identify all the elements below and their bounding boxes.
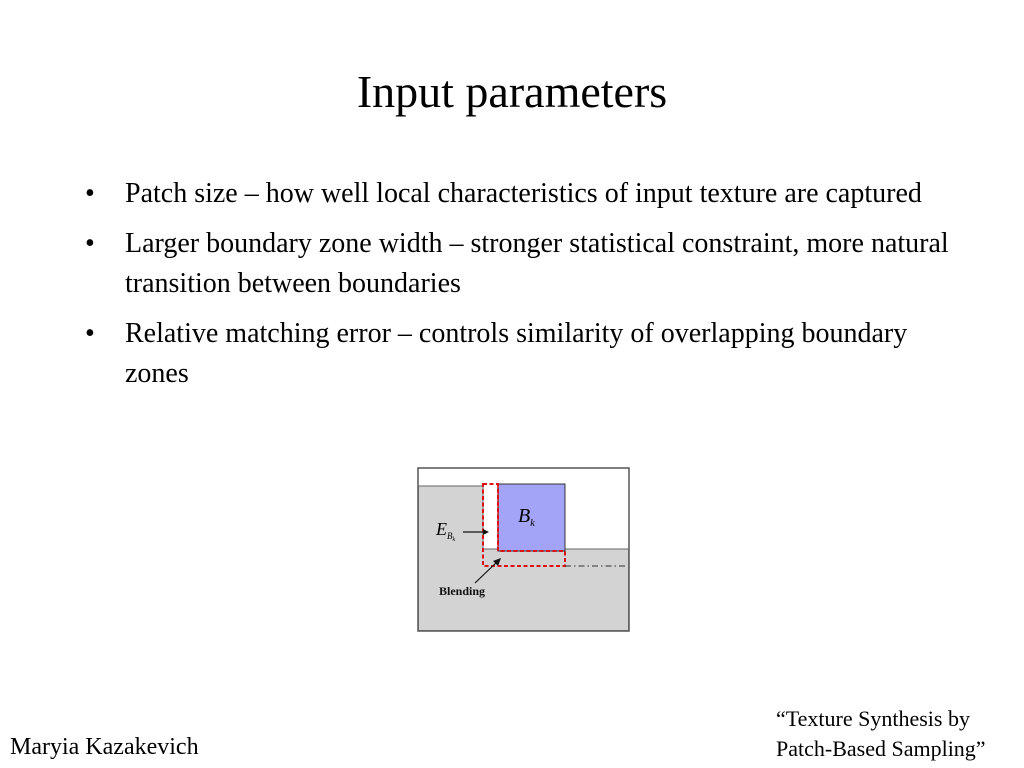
patch-label: $B_k$ [518, 505, 535, 529]
bullet-item-matching-error [82, 314, 962, 394]
bullet-marker: • [85, 228, 95, 259]
citation [776, 704, 986, 764]
bullet-text: Patch size – how well local characteristics of input texture are captured [125, 178, 922, 209]
error-label: $E_Bk$ [436, 519, 456, 543]
blending-label: Blending [439, 584, 486, 598]
bullet-item-boundary-zone [82, 224, 962, 304]
citation-line-1: “Texture Synthesis by [776, 706, 970, 731]
bullet-marker: • [85, 178, 95, 209]
bullet-marker: • [85, 318, 95, 349]
bullet-item-patch-size [82, 174, 962, 214]
slide-title: Input parameters [356, 66, 668, 117]
bullet-text: Larger boundary zone width – stronger statistical constraint, more natural transition between boundaries [125, 228, 949, 299]
bullet-list [82, 174, 962, 404]
citation-line-2: Patch-Based Sampling” [776, 736, 986, 761]
author-name: Maryia Kazakevich [10, 734, 199, 760]
bullet-text: Relative matching error – controls similarity of overlapping boundary zones [125, 318, 908, 389]
patch-sampling-diagram [417, 467, 630, 632]
